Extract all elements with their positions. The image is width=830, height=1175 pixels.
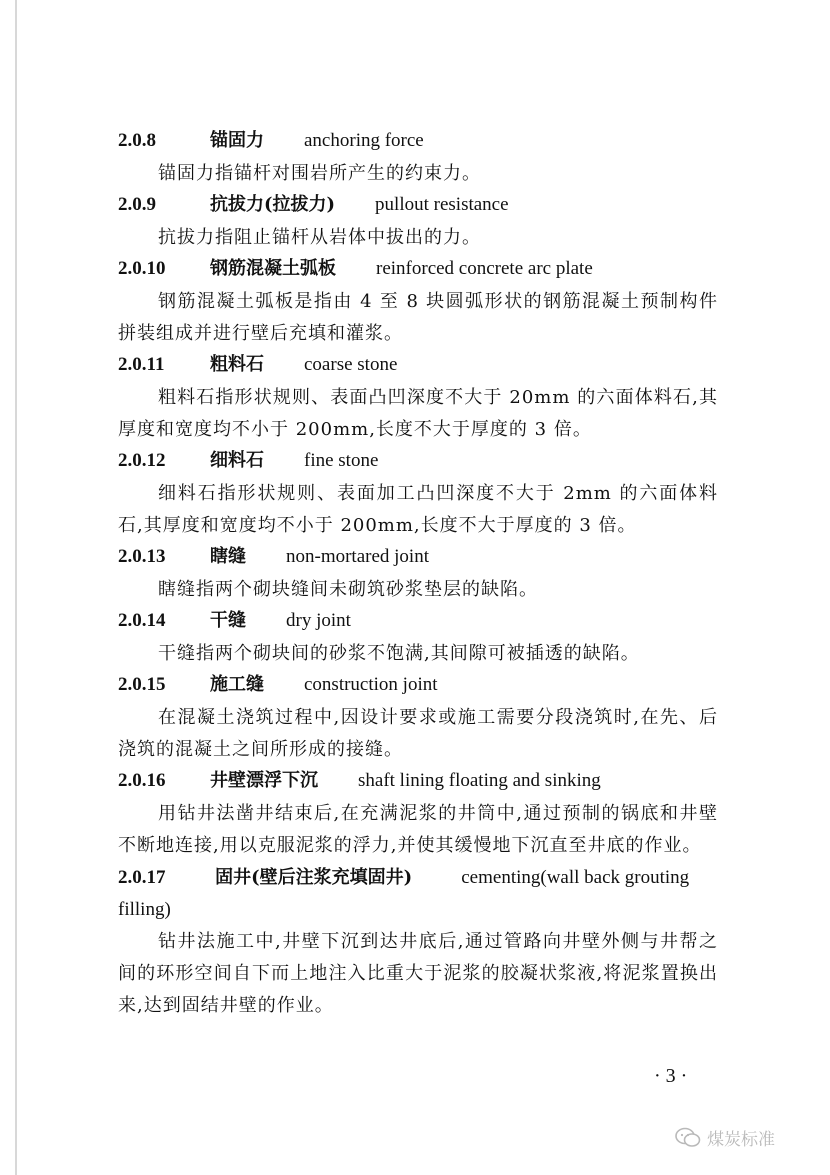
clause-number: 2.0.17 [118,867,166,888]
term-english: cementing(wall back grouting filling) [118,867,690,920]
clause-number: 2.0.16 [118,770,166,791]
scan-edge [15,0,17,1175]
term-english: dry joint [286,610,351,631]
term-definition: 干缝指两个砌块间的砂浆不饱满,其间隙可被插透的缺陷。 [158,643,640,664]
definitions-list [118,126,718,1022]
term-english: construction joint [304,674,438,695]
term-definition: 在混凝土浇筑过程中,因设计要求或施工需要分段浇筑时,在先、后浇筑的混凝土之间所形成的接缝。 [118,707,718,760]
term-definition: 抗拔力指阻止锚杆从岩体中拔出的力。 [158,227,481,248]
term-definition: 细料石指形状规则、表面加工凸凹深度不大于 2mm 的六面体料石,其厚度和宽度均不小于 200mm,长度不大于厚度的 3 倍。 [118,483,718,536]
clause-number: 2.0.15 [118,674,166,695]
term-heading [118,446,718,478]
term-heading [118,350,718,382]
term-english: reinforced concrete arc plate [376,258,593,279]
term-english: pullout resistance [375,194,509,215]
clause-number: 2.0.11 [118,354,165,375]
term-definition: 锚固力指锚杆对围岩所产生的约束力。 [158,163,481,184]
term-english: coarse stone [304,354,398,375]
term-definition: 瞎缝指两个砌块缝间未砌筑砂浆垫层的缺陷。 [158,579,538,600]
clause-number: 2.0.14 [118,610,166,631]
term-english: shaft lining floating and sinking [358,770,601,791]
term-definition: 钻井法施工中,井壁下沉到达井底后,通过管路向井壁外侧与井帮之间的环形空间自下而上地注入比重大于泥浆的胶凝状浆液,将泥浆置换出来,达到固结井壁的作业。 [118,931,718,1016]
clause-number: 2.0.10 [118,258,166,279]
term-heading [118,862,718,926]
clause-number: 2.0.12 [118,450,166,471]
clause-number: 2.0.8 [118,130,156,151]
term-heading [118,542,718,574]
term-chinese: 井壁漂浮下沉 [210,770,318,791]
term-definition: 用钻井法凿井结束后,在充满泥浆的井筒中,通过预制的锅底和井壁不断地连接,用以克服泥浆的浮力,并使其缓慢地下沉直至井底的作业。 [118,803,718,856]
term-english: non-mortared joint [286,546,429,567]
term-chinese: 抗拔力(拉拔力) [210,194,336,215]
term-chinese: 瞎缝 [210,546,246,567]
term-heading [118,670,718,702]
term-english: anchoring force [304,130,424,151]
term-heading [118,254,718,286]
term-heading [118,606,718,638]
watermark-text: 煤炭标准 [707,1130,775,1150]
term-chinese: 细料石 [210,450,264,471]
term-chinese: 粗料石 [210,354,264,375]
term-heading [118,766,718,798]
term-heading [118,190,718,222]
clause-number: 2.0.9 [118,194,156,215]
clause-number: 2.0.13 [118,546,166,567]
watermark [675,1125,775,1150]
term-definition: 钢筋混凝土弧板是指由 4 至 8 块圆弧形状的钢筋混凝土预制构件拼装组成并进行壁后充填和灌浆。 [118,291,718,344]
wechat-icon [675,1127,701,1149]
term-chinese: 干缝 [210,610,246,631]
page-number: · 3 · [654,1065,688,1087]
term-chinese: 施工缝 [210,674,264,695]
term-chinese: 钢筋混凝土弧板 [210,258,336,279]
term-chinese: 锚固力 [210,130,264,151]
term-english: fine stone [304,450,379,471]
term-chinese: 固井(壁后注浆充填固井) [215,867,413,888]
term-heading [118,126,718,158]
term-definition: 粗料石指形状规则、表面凸凹深度不大于 20mm 的六面体料石,其厚度和宽度均不小于 200mm,长度不大于厚度的 3 倍。 [118,387,718,440]
